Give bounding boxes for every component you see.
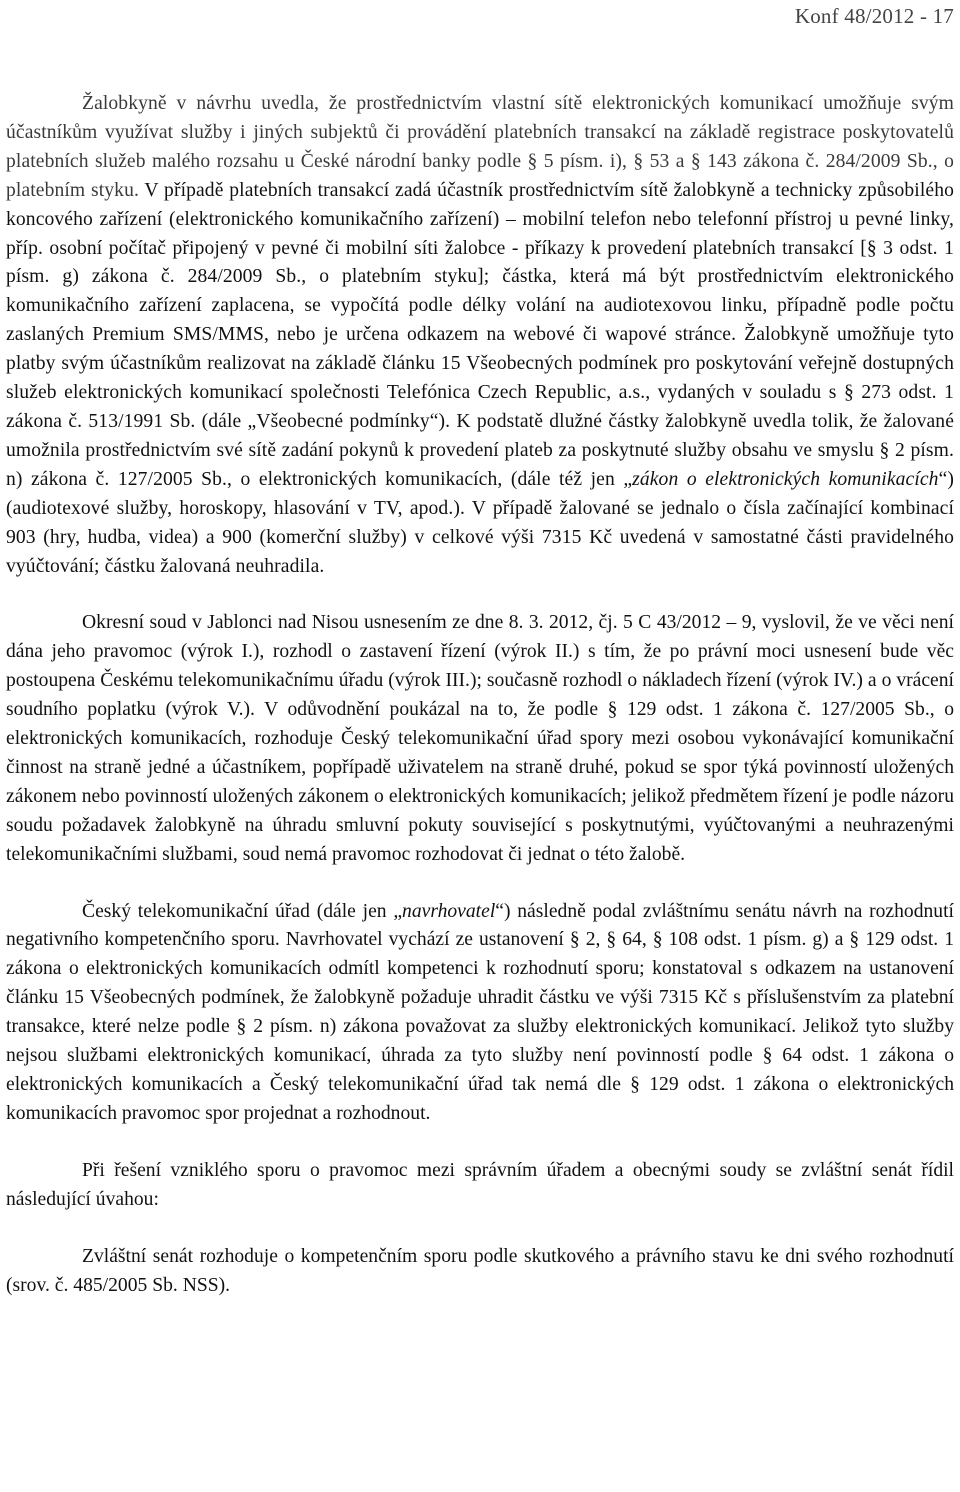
paragraph-senate-consideration: Při řešení vzniklého sporu o pravomoc mezi správním úřadem a obecnými soudy se zvláštní senát řídil následující úvahou: <box>6 1159 954 1210</box>
paragraph-claim-body <box>6 180 954 577</box>
paragraph-ctu-after: “) následně podal zvláštnímu senátu návrh na rozhodnutí negativního kompetenčního sporu. Navrhovatel vychází ze ustanovení § 2, § 64, § 108 odst. 1 písm. g) a § 129 odst. 1 zákona o elektronických komunikacích odmítl kompetenci k rozhodnutí sporu; konstatoval s odkazem na ustanovení článku 15 Všeobecných podmínek, že žalobkyně požaduje uhradit částku ve výši 7315 Kč s příslušenstvím za platební transakce, které nelze podle § 2 písm. n) zákona považovat za služby elektronických komunikací. Jelikož tyto služby nejsou službami elektronických komunikací, úhrada za tyto služby není povinností podle § 64 odst. 1 zákona o elektronických komunikacích a Český telekomunikační úřad tak nemá dle § 129 odst. 1 zákona o elektronických komunikacích pravomoc spor projednat a rozhodnout. <box>6 900 954 1124</box>
paragraph-senate-decision-basis: Zvláštní senát rozhoduje o kompetenčním sporu podle skutkového a právního stavu ke dni svého rozhodnutí (srov. č. 485/2005 Sb. NSS). <box>6 1245 954 1296</box>
paragraph-claim-body-after: “) (audiotexové služby, horoskopy, hlasování v TV, apod.). V případě žalované se jednalo o čísla začínající kombinací 903 (hry, hudba, videa) a 900 (komerční služby) v celkové výši 7315 Kč uvedená v samostatné části pravidelného vyúčtování; částku žalovaná neuhradila. <box>6 468 954 577</box>
paragraph-claim-body-before: V případě platebních transakcí zadá účastník prostřednictvím sítě žalobkyně a technicky způsobilého koncového zařízení (elektronického komunikačního zařízení) – mobilní telefon nebo telefonní přístroj u pevné linky, příp. osobní počítač připojený v pevné či mobilní síti žalobce - příkazy k provedení platebních transakcí [§ 3 odst. 1 písm. g) zákona č. 284/2009 Sb., o platebním styku]; částka, která má být prostřednictvím elektronického komunikačního zařízení zaplacena, se vypočítá podle délky volání na audiotexovou linku, případně podle počtu zaslaných Premium SMS/MMS, nebo je určena odkazem na webové či wapové stránce. Žalobkyně umožňuje tyto platby svým účastníkům realizovat na základě článku 15 Všeobecných podmínek pro poskytování veřejně dostupných služeb elektronických komunikací společnosti Telefónica Czech Republic, a.s., vydaných v souladu s § 273 odst. 1 zákona č. 513/1991 Sb. (dále „Všeobecné podmínky“). K podstatě dlužné částky žalobkyně uvedla tolik, že žalované umožnila prostřednictvím své sítě zadání pokynů k provedení plateb za poskytnuté služby obsahu ve smyslu § 2 písm. n) zákona č. 127/2005 Sb., o elektronických komunikacích, (dále též jen „ <box>6 179 954 490</box>
paragraph-ctu-emphasis: navrhovatel <box>402 900 496 922</box>
paragraph-court-ruling: Okresní soud v Jablonci nad Nisou usnesením ze dne 8. 3. 2012, čj. 5 C 43/2012 – 9, vyslovil, že ve věci není dána jeho pravomoc (výrok I.), rozhodl o zastavení řízení (výrok II.) s tím, že po právní moci usnesení bude věc postoupena Českému telekomunikačnímu úřadu (výrok III.); současně rozhodl o nákladech řízení (výrok IV.) a o vrácení soudního poplatku (výrok V.). V odůvodnění poukázal na to, že podle § 129 odst. 1 zákona č. 127/2005 Sb., o elektronických komunikacích, rozhoduje Český telekomunikační úřad spory mezi osobou vykonávající komunikační činnost na straně jedné a účastníkem, popřípadě uživatelem na straně druhé, pokud se spor týká povinností uložených zákonem nebo povinností uložených zákonem o elektronických komunikacích; jelikož předmětem řízení je podle názoru soudu požadavek žalobkyně na úhradu smluvní pokuty související s poskytnutými, vyúčtovanými a neuhrazenými telekomunikačními službami, soud nemá pravomoc rozhodovat či jednat o této žalobě. <box>6 612 954 865</box>
document-body <box>6 90 954 1300</box>
paragraph-claim-lead: Žalobkyně v návrhu uvedla, že prostřednictvím vlastní sítě elektronických komunikací umožňuje svým účastníkům využívat služby i jiných subjektů či provádění platebních transakcí na základě registrace poskytovatelů platebních služeb malého rozsahu u České národní banky podle § 5 písm. i), § 53 a § 143 zákona č. 284/2009 Sb., o platebním styku. <box>6 93 954 201</box>
paragraph-ctu-proposal <box>6 898 954 1129</box>
paragraph-claim <box>6 90 954 581</box>
paragraph-claim-emphasis: zákon o elektronických komunikacích <box>632 468 939 490</box>
paragraph-ctu-before: Český telekomunikační úřad (dále jen „ <box>82 900 403 922</box>
page-number-header: Konf 48/2012 - 17 <box>794 4 954 28</box>
